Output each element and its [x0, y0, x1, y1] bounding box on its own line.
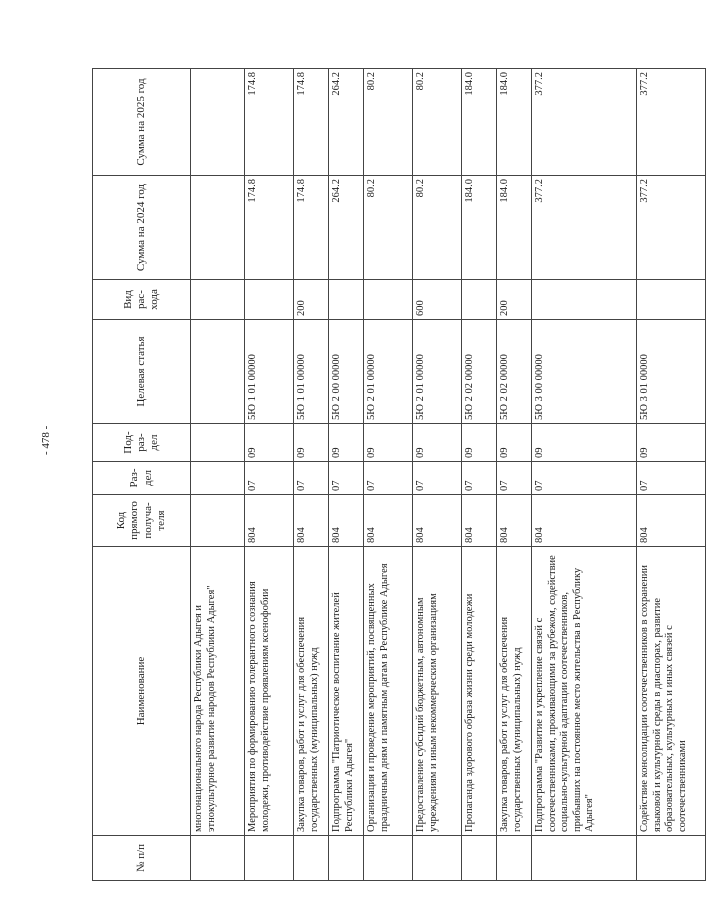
header-podrazdel: Под-раз-дел — [93, 424, 191, 462]
cell-num — [364, 836, 413, 881]
cell-sum-2024: 174.8 — [245, 176, 294, 280]
cell-vid — [329, 280, 364, 320]
cell-vid: 200 — [294, 280, 329, 320]
cell-razdel — [191, 462, 245, 495]
cell-code: 804 — [413, 495, 462, 547]
cell-vid — [462, 280, 497, 320]
cell-num — [191, 836, 245, 881]
cell-code: 804 — [497, 495, 532, 547]
cell-sum-2025: 184.0 — [497, 69, 532, 176]
header-name: Наименование — [93, 547, 191, 836]
cell-code: 804 — [294, 495, 329, 547]
cell-vid — [532, 280, 637, 320]
table-row — [497, 69, 532, 881]
header-sum-2024: Сумма на 2024 год — [93, 176, 191, 280]
cell-name: Содействие консолидации соотечественников в сохранении языковой и культурной среды в диаспорах, развитие образовательных, культурных и иных связей с соотечественниками — [637, 547, 706, 836]
cell-razdel: 07 — [413, 462, 462, 495]
header-target-article: Целевая статья — [93, 320, 191, 424]
table-row — [637, 69, 706, 881]
cell-sum-2025: 174.8 — [294, 69, 329, 176]
cell-name: Мероприятия по формированию толерантного сознания молодежи, противодействие проявлениям ксенофобии — [245, 547, 294, 836]
cell-sum-2025: 174.8 — [245, 69, 294, 176]
cell-podrazdel: 09 — [245, 424, 294, 462]
cell-podrazdel: 09 — [294, 424, 329, 462]
table-row — [191, 69, 245, 881]
cell-num — [532, 836, 637, 881]
cell-code: 804 — [462, 495, 497, 547]
cell-vid — [637, 280, 706, 320]
cell-sum-2024: 80.2 — [364, 176, 413, 280]
cell-sum-2025: 184.0 — [462, 69, 497, 176]
cell-vid: 600 — [413, 280, 462, 320]
cell-razdel: 07 — [364, 462, 413, 495]
cell-num — [497, 836, 532, 881]
cell-code: 804 — [245, 495, 294, 547]
cell-name: Пропаганда здорового образа жизни среди молодежи — [462, 547, 497, 836]
rotated-page-content — [92, 69, 688, 881]
budget-table — [92, 68, 706, 881]
cell-sum-2025: 377.2 — [637, 69, 706, 176]
cell-target: 5Ю 2 01 00000 — [364, 320, 413, 424]
cell-name: Закупка товаров, работ и услуг для обеспечения государственных (муниципальных) нужд — [497, 547, 532, 836]
cell-sum-2024: 184.0 — [462, 176, 497, 280]
cell-name: многонационального народа Республики Адыгея и этнокультурное развитие народов Республики Адыгея" — [191, 547, 245, 836]
cell-vid — [364, 280, 413, 320]
cell-podrazdel: 09 — [462, 424, 497, 462]
cell-name: Закупка товаров, работ и услуг для обеспечения государственных (муниципальных) нужд — [294, 547, 329, 836]
cell-num — [329, 836, 364, 881]
cell-sum-2025: 377.2 — [532, 69, 637, 176]
cell-code: 804 — [329, 495, 364, 547]
cell-target: 5Ю 3 00 00000 — [532, 320, 637, 424]
cell-num — [294, 836, 329, 881]
cell-sum-2025 — [191, 69, 245, 176]
table-row — [245, 69, 294, 881]
cell-razdel: 07 — [532, 462, 637, 495]
table-row — [294, 69, 329, 881]
table-row — [364, 69, 413, 881]
cell-code — [191, 495, 245, 547]
cell-sum-2024: 80.2 — [413, 176, 462, 280]
cell-sum-2024: 377.2 — [637, 176, 706, 280]
cell-name: Подпрограмма "Патриотическое воспитание жителей Республики Адыгея" — [329, 547, 364, 836]
cell-code: 804 — [532, 495, 637, 547]
cell-target: 5Ю 1 01 00000 — [245, 320, 294, 424]
cell-target: 5Ю 2 02 00000 — [462, 320, 497, 424]
cell-razdel: 07 — [245, 462, 294, 495]
cell-podrazdel: 09 — [364, 424, 413, 462]
cell-sum-2024: 174.8 — [294, 176, 329, 280]
cell-razdel: 07 — [329, 462, 364, 495]
cell-target: 5Ю 2 01 00000 — [413, 320, 462, 424]
header-num: № п/п — [93, 836, 191, 881]
cell-num — [637, 836, 706, 881]
cell-code: 804 — [364, 495, 413, 547]
header-expense-type: Вид рас-хода — [93, 280, 191, 320]
cell-vid: 200 — [497, 280, 532, 320]
cell-sum-2025: 264.2 — [329, 69, 364, 176]
cell-vid — [245, 280, 294, 320]
cell-podrazdel — [191, 424, 245, 462]
cell-target: 5Ю 2 00 00000 — [329, 320, 364, 424]
header-razdel: Раз-дел — [93, 462, 191, 495]
cell-podrazdel: 09 — [413, 424, 462, 462]
cell-sum-2024: 184.0 — [497, 176, 532, 280]
cell-sum-2024 — [191, 176, 245, 280]
cell-sum-2024: 377.2 — [532, 176, 637, 280]
cell-vid — [191, 280, 245, 320]
cell-podrazdel: 09 — [532, 424, 637, 462]
cell-num — [245, 836, 294, 881]
table-row — [462, 69, 497, 881]
cell-podrazdel: 09 — [497, 424, 532, 462]
cell-num — [413, 836, 462, 881]
cell-sum-2025: 80.2 — [364, 69, 413, 176]
cell-sum-2024: 264.2 — [329, 176, 364, 280]
cell-razdel: 07 — [637, 462, 706, 495]
cell-razdel: 07 — [462, 462, 497, 495]
cell-podrazdel: 09 — [329, 424, 364, 462]
page-number: - 478 - — [40, 425, 52, 455]
header-recipient-code: Код прямого получа-теля — [93, 495, 191, 547]
cell-name: Подпрограмма "Развитие и укрепление связей с соотечественниками, проживающими за рубежом, содействие социально-культурной адаптации соотечественников, прибывших на постоянное место жительства в Республику Адыгея" — [532, 547, 637, 836]
cell-target: 5Ю 3 01 00000 — [637, 320, 706, 424]
cell-razdel: 07 — [497, 462, 532, 495]
cell-code: 804 — [637, 495, 706, 547]
table-header — [93, 69, 191, 881]
cell-num — [462, 836, 497, 881]
cell-target — [191, 320, 245, 424]
cell-target: 5Ю 1 01 00000 — [294, 320, 329, 424]
header-sum-2025: Сумма на 2025 год — [93, 69, 191, 176]
table-row — [329, 69, 364, 881]
cell-razdel: 07 — [294, 462, 329, 495]
cell-sum-2025: 80.2 — [413, 69, 462, 176]
table-row — [532, 69, 637, 881]
cell-name: Организация и проведение мероприятий, посвященных праздничным дням и памятным датам в Республике Адыгея — [364, 547, 413, 836]
cell-podrazdel: 09 — [637, 424, 706, 462]
table-row — [413, 69, 462, 881]
cell-name: Предоставление субсидий бюджетным, автономным учреждениям и иным некоммерческим организациям — [413, 547, 462, 836]
cell-target: 5Ю 2 02 00000 — [497, 320, 532, 424]
